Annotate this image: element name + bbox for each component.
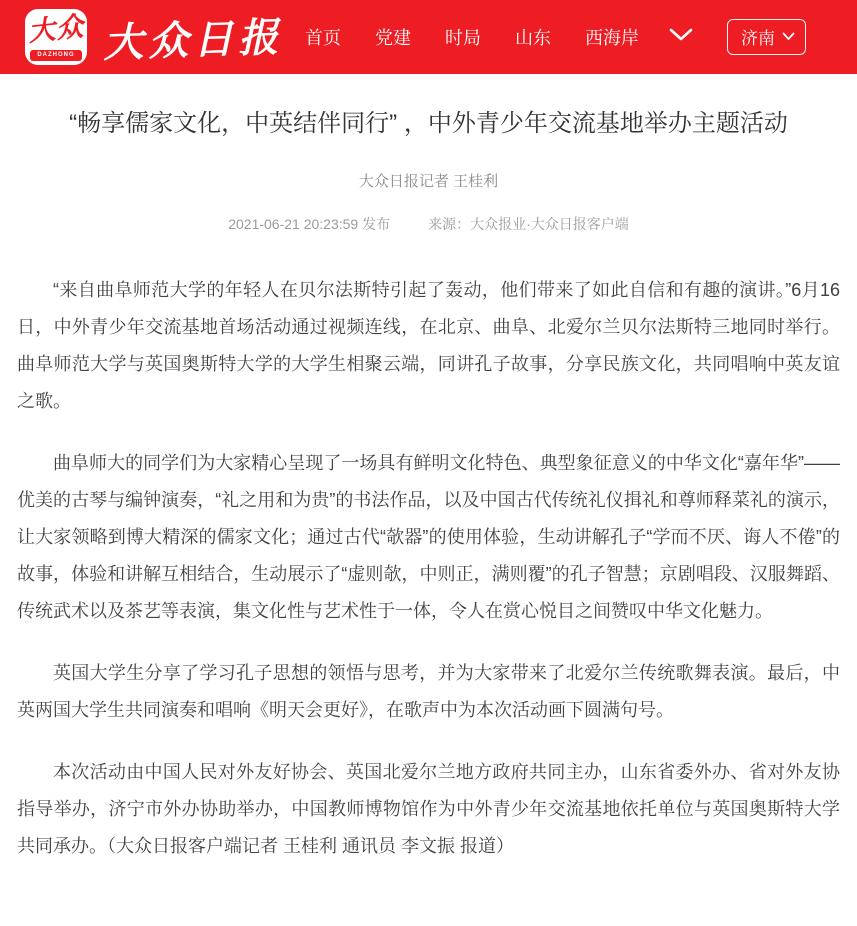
app-icon-caption: DAZHONG <box>30 50 82 61</box>
nav-item-party-building[interactable]: 党建 <box>375 28 411 48</box>
dazhong-logo[interactable] <box>25 9 284 66</box>
nav-item-shandong[interactable]: 山东 <box>515 28 551 48</box>
city-selector-label: 济南 <box>741 29 775 48</box>
dazhong-app-icon <box>25 9 87 65</box>
dazhong-daily-wordmark: 大众日报 <box>102 14 284 66</box>
app-icon-calligraphy: 大众 <box>26 11 86 47</box>
site-header <box>0 0 857 74</box>
article-paragraph: “来自曲阜师范大学的年轻人在贝尔法斯特引起了轰动，他们带来了如此自信和有趣的演讲。”6月16日，中外青少年交流基地首场活动通过视频连线，在北京、曲阜、北爱尔兰贝尔法斯特三地同时举行。曲阜师范大学与英国奥斯特大学的大学生相聚云端，同讲孔子故事，分享民族文化，共同唱响中英友谊之歌。 <box>17 280 840 411</box>
article-paragraph: 本次活动由中国人民对外友好协会、英国北爱尔兰地方政府共同主办，山东省委外办、省对外友协指导举办，济宁市外办协助举办，中国教师博物馆作为中外青少年交流基地依托单位与英国奥斯特大学共同承办。（大众日报客户端记者 王桂利 通讯员 李文振 报道） <box>17 762 840 856</box>
city-selector-button[interactable] <box>727 19 806 55</box>
article-meta <box>17 214 840 234</box>
nav-more-button[interactable] <box>669 28 693 47</box>
nav-item-current-affairs[interactable]: 时局 <box>445 28 481 48</box>
chevron-down-icon <box>669 28 693 47</box>
nav-item-west-coast[interactable]: 西海岸 <box>585 28 639 48</box>
article-paragraph: 曲阜师大的同学们为大家精心呈现了一场具有鲜明文化特色、典型象征意义的中华文化“嘉年华”——优美的古琴与编钟演奏，“礼之用和为贵”的书法作品，以及中国古代传统礼仪揖礼和尊师释菜礼的演示，让大家领略到博大精深的儒家文化；通过古代“欹器”的使用体验，生动讲解孔子“学而不厌、诲人不倦”的故事，体验和讲解互相结合，生动展示了“虚则欹，中则正，满则覆”的孔子智慧；京剧唱段、汉服舞蹈、传统武术以及茶艺等表演，集文化性与艺术性于一体，令人在赏心悦目之间赞叹中华文化魅力。 <box>17 453 840 621</box>
article-source: 来源：大众报业·大众日报客户端 <box>428 216 629 232</box>
article-title: “畅享儒家文化，中英结伴同行” ，中外青少年交流基地举办主题活动 <box>69 110 788 137</box>
main-nav <box>305 19 806 55</box>
nav-item-home[interactable]: 首页 <box>305 28 341 48</box>
article-body <box>17 272 840 865</box>
article-byline: 大众日报记者 王桂利 <box>358 173 499 190</box>
article-page <box>0 74 857 885</box>
article-paragraph: 英国大学生分享了学习孔子思想的领悟与思考，并为大家带来了北爱尔兰传统歌舞表演。最后，中英两国大学生共同演奏和唱响《明天会更好》，在歌声中为本次活动画下圆满句号。 <box>17 663 840 720</box>
chevron-down-icon <box>782 32 795 41</box>
publish-time: 2021-06-21 20:23:59 发布 <box>228 216 391 232</box>
